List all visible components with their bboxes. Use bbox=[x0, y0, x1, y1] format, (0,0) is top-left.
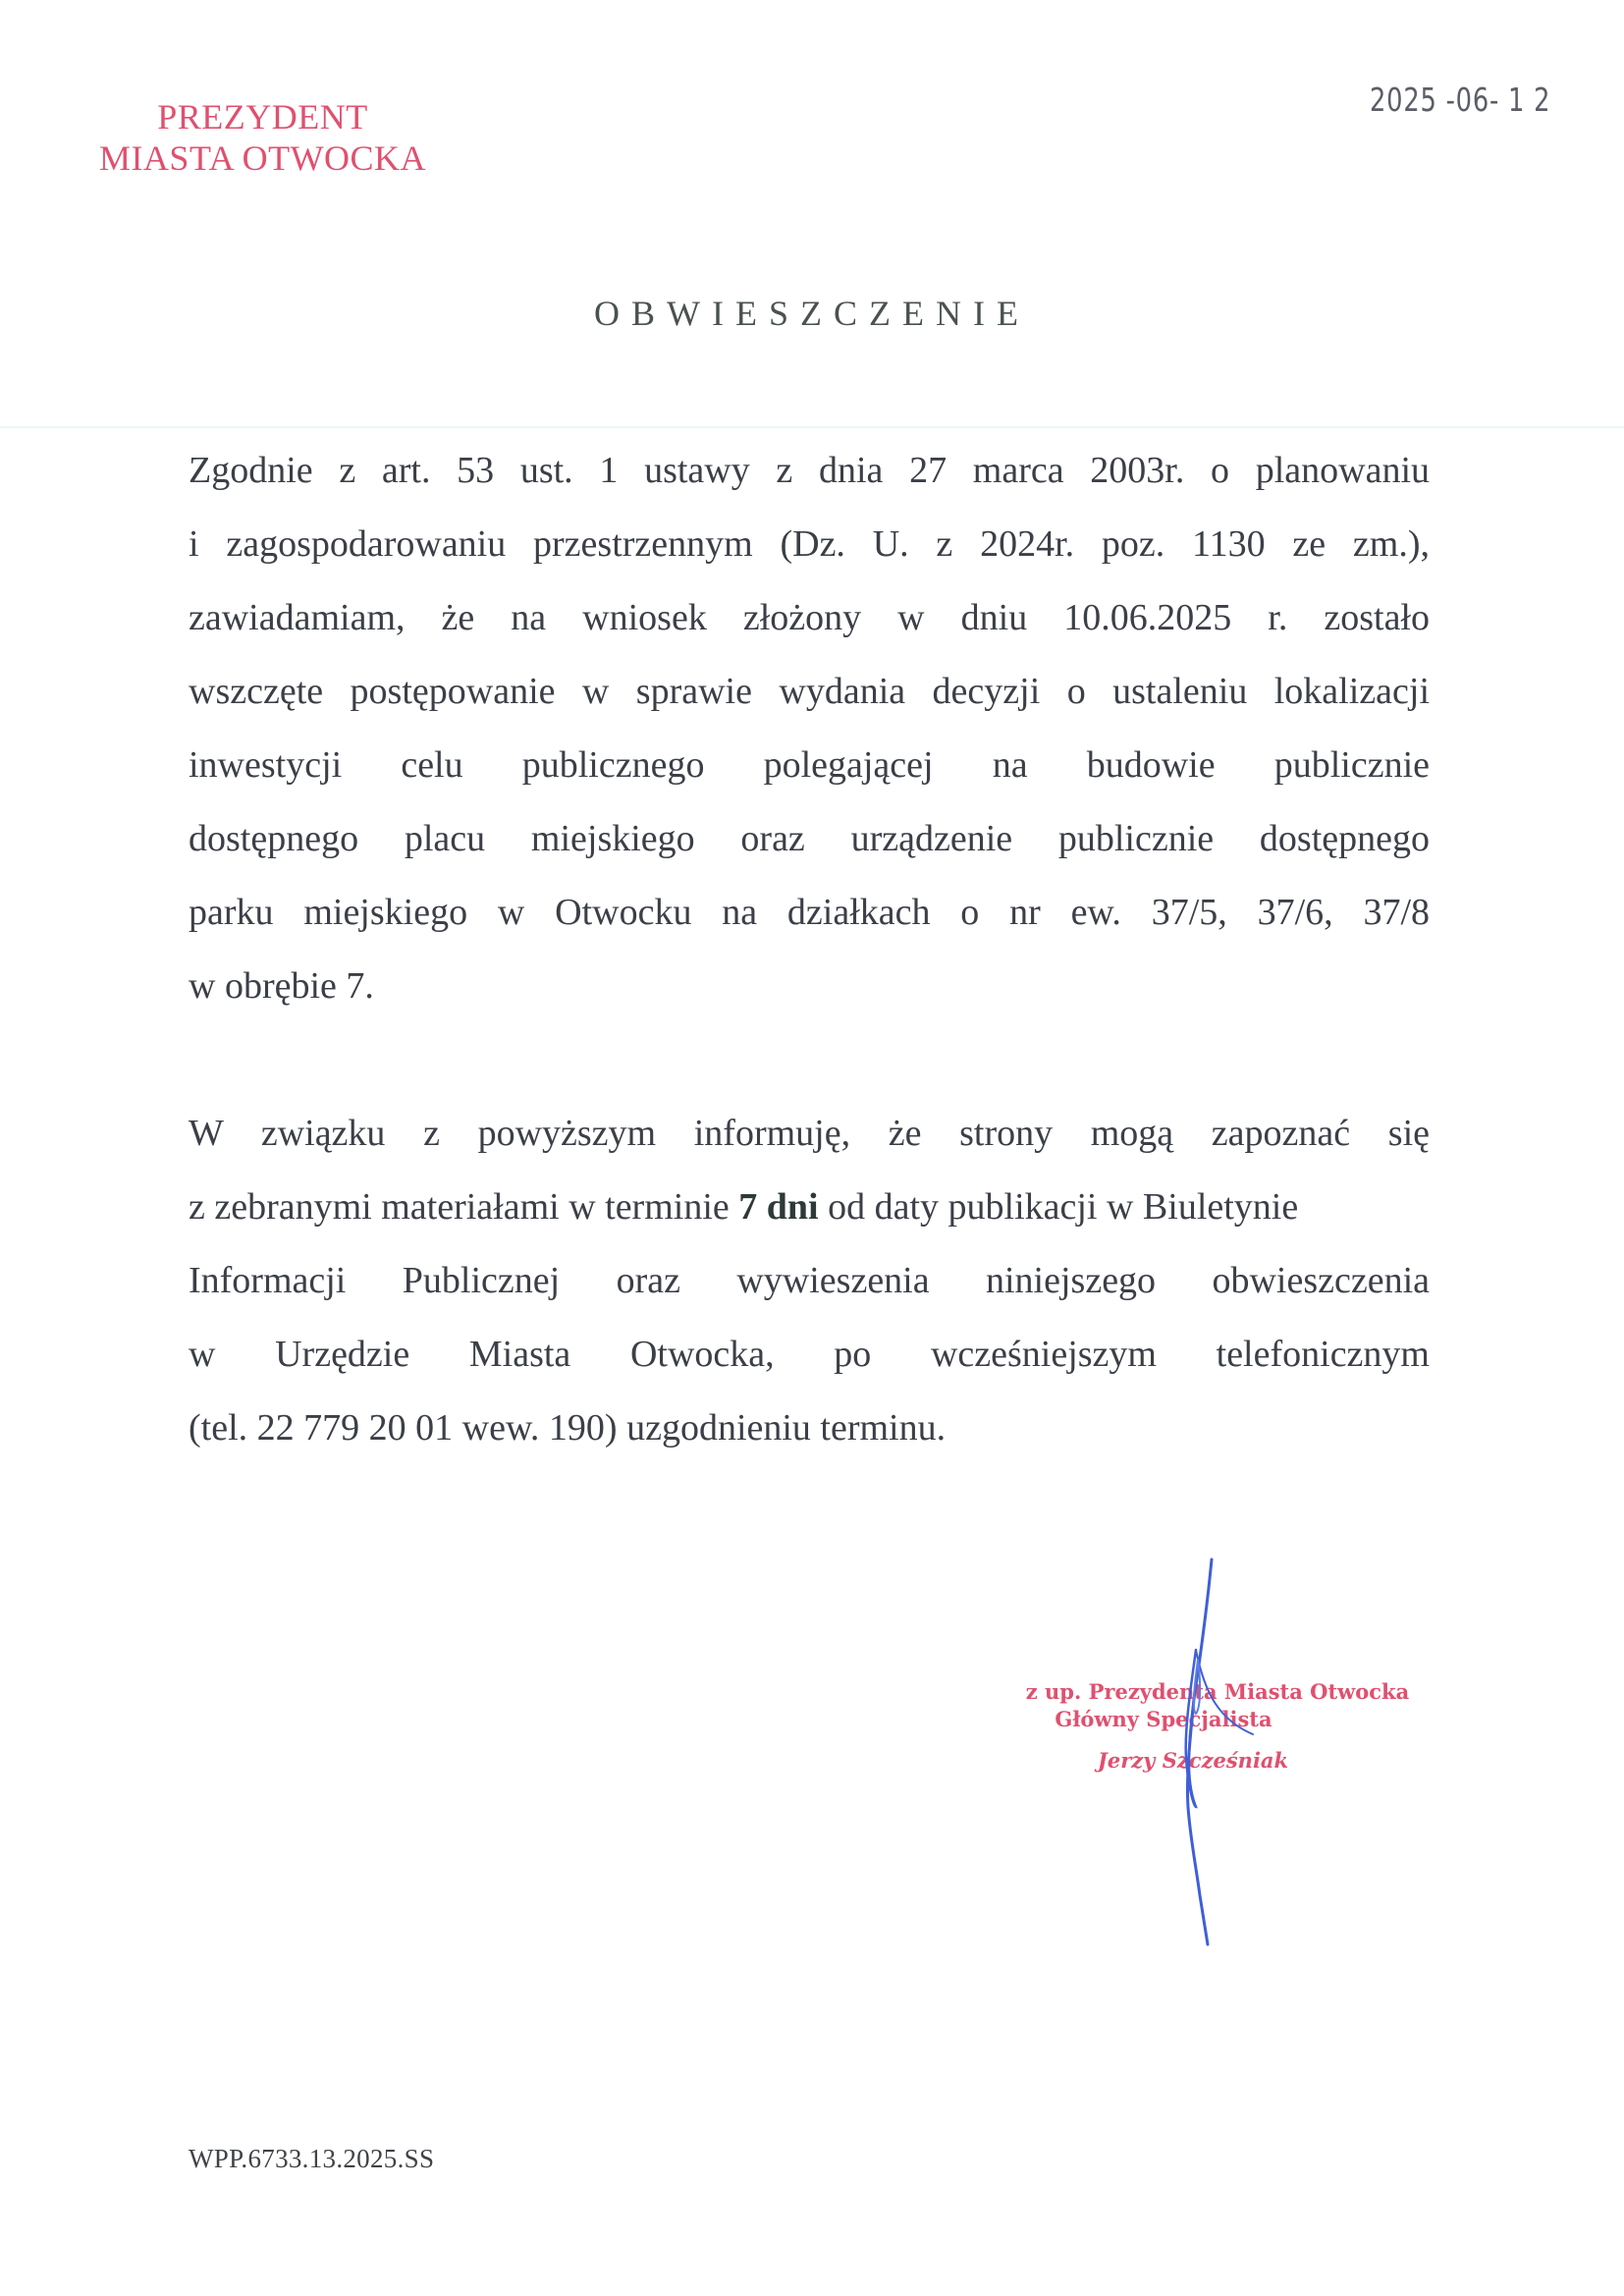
paragraph-2-line: W związku z powyższym informuję, że strony mogą zapoznać się bbox=[189, 1113, 1430, 1154]
scan-artifact-rule bbox=[0, 426, 1624, 428]
paragraph-2-line bbox=[189, 1171, 1430, 1244]
paragraph-1-line: parku miejskiego w Otwocku na działkach o nr ew. 37/5, 37/6, 37/8 bbox=[189, 892, 1430, 933]
signature-stroke bbox=[1187, 1559, 1212, 1944]
signature-stamp-name: Jerzy Szcześniak bbox=[1097, 1748, 1289, 1773]
deadline-bold: 7 dni bbox=[738, 1186, 819, 1228]
paragraph-2-text: od daty publikacji w Biuletynie bbox=[818, 1186, 1299, 1228]
handwritten-signature bbox=[1129, 1542, 1267, 1954]
paragraph-1-line: Zgodnie z art. 53 ust. 1 ustawy z dnia 27 marca 2003r. o planowaniu bbox=[189, 450, 1430, 491]
paragraph-1-line: i zagospodarowaniu przestrzennym (Dz. U. z 2024r. poz. 1130 ze zm.), bbox=[189, 523, 1430, 565]
signature-stamp-line2: Główny Specjalista bbox=[1055, 1707, 1272, 1731]
paragraph-1 bbox=[189, 434, 1430, 1023]
paragraph-1-line: w obrębie 7. bbox=[189, 965, 374, 1007]
date-stamp: 2025 -06- 1 2 bbox=[1370, 81, 1551, 119]
header-stamp-line2: MIASTA OTWOCKA bbox=[98, 138, 427, 178]
paragraph-2-line: Informacji Publicznej oraz wywieszenia niniejszego obwieszczenia bbox=[189, 1260, 1430, 1301]
document-title: OBWIESZCZENIE bbox=[594, 294, 1030, 333]
paragraph-1-line: zawiadamiam, że na wniosek złożony w dniu 10.06.2025 r. zostało bbox=[189, 597, 1430, 638]
signature-stamp-line1: z up. Prezydenta Miasta Otwocka bbox=[1025, 1679, 1410, 1704]
header-stamp bbox=[79, 96, 447, 179]
header-stamp-line1: PREZYDENT bbox=[157, 97, 368, 137]
paragraph-1-line: wszczęte postępowanie w sprawie wydania decyzji o ustaleniu lokalizacji bbox=[189, 671, 1430, 712]
signature-stroke bbox=[1196, 1650, 1253, 1734]
paragraph-2-line: w Urzędzie Miasta Otwocka, po wcześniejszym telefonicznym bbox=[189, 1334, 1430, 1375]
paragraph-2 bbox=[189, 1097, 1430, 1465]
paragraph-1-line: dostępnego placu miejskiego oraz urządzenie publicznie dostępnego bbox=[189, 818, 1430, 859]
paragraph-2-line: (tel. 22 779 20 01 wew. 190) uzgodnieniu terminu. bbox=[189, 1407, 947, 1449]
reference-number: WPP.6733.13.2025.SS bbox=[189, 2144, 435, 2173]
paragraph-2-text: z zebranymi materiałami w terminie bbox=[189, 1186, 739, 1228]
paragraph-1-line: inwestycji celu publicznego polegającej na budowie publicznie bbox=[189, 744, 1430, 786]
